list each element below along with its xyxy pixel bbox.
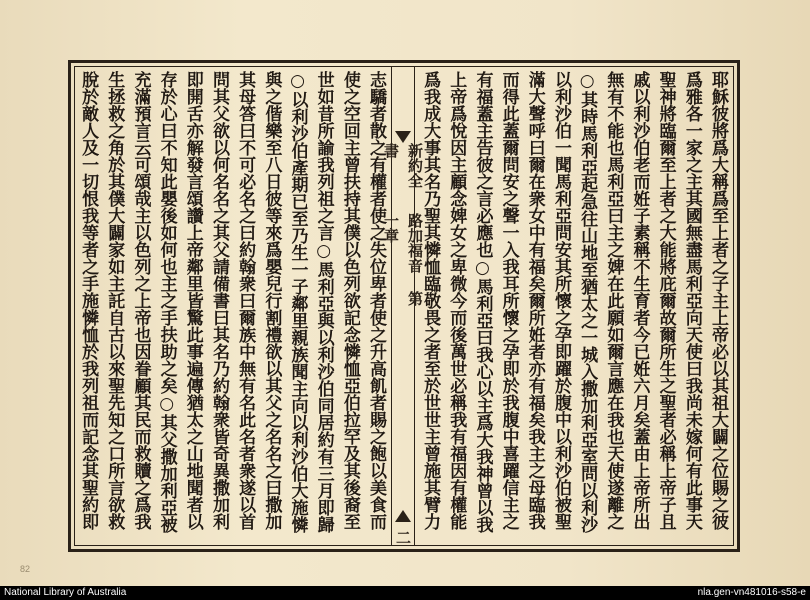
text-column: 其母答曰不可必名之曰約翰衆曰爾族中無有名此名者衆遂以首 — [235, 71, 256, 530]
text-column: 滿大聲呼曰爾在衆女中有福矣爾所姙者亦有福矣我主之母臨我 — [524, 71, 545, 530]
footer-identifier: nla.gen-vn481016-s58-e — [697, 587, 806, 598]
text-column: 以利沙伯一聞馬利亞問安其所懷之孕即躍於腹中以利沙伯被聖 — [550, 71, 571, 530]
text-column: ○其時馬利亞起急往山地至猶太之一城入撒加利亞室問以利沙 — [577, 71, 598, 533]
left-half-text — [73, 67, 391, 545]
text-column: 志驕者散之有權者使之失位卑者使之升高飢者賜之飽以美食而 — [366, 71, 386, 530]
text-column: 有福蓋主告彼之言必應也○馬利亞曰我心以主爲大我神曾以我 — [472, 71, 493, 533]
text-column: 爲雅各一家之主其國無盡馬利亞向天使曰我尚未嫁何有此事天 — [681, 71, 702, 530]
text-column: 無有不能也馬利亞曰主之婢在此願如爾言應在我也天使遂離之 — [603, 71, 624, 530]
text-column: 世如昔所諭我列祖之言○馬利亞與以利沙伯同居約有三月即歸 — [313, 71, 334, 533]
text-column: 上帝爲悅因主顧念婢女之卑微今而後萬世必稱我有福因有權能 — [446, 71, 467, 530]
text-column: 爲我成大事其名乃聖其憐恤臨敬畏之者至於世世主曾施其臂力 — [420, 71, 441, 530]
pencil-mark: 82 — [20, 564, 31, 574]
gutter-chapter: 路加福音 第一章 — [382, 213, 424, 307]
footer-source: National Library of Australia — [4, 587, 127, 598]
text-column: 而得此蓋爾問安之聲一入我耳所懷之孕即於我腹中喜躍信主之 — [498, 71, 519, 530]
text-column: 生拯救之角於其僕大闢家如主託自古以來聖先知之口所言欲救 — [104, 71, 125, 530]
text-column: 聖神將臨爾至上者之大能將庇爾故爾所生之聖者必稱上帝子且 — [655, 71, 676, 530]
text-column: 與之偕樂至八日彼等來爲嬰兒行割禮欲以其父之名名之曰撒加 — [261, 71, 282, 530]
text-column: 戚以利沙伯老而姙子素稱不生育者今已姙六月矣蓋由上帝所出 — [629, 71, 650, 530]
fishtail-mark-bottom — [395, 510, 411, 522]
gutter-page-number: 二 — [394, 530, 412, 545]
text-column: 使之空回主曾扶持其僕以色列欲記念憐恤亞伯拉罕及其後裔至 — [339, 71, 360, 530]
footer-bar — [0, 586, 810, 600]
right-half-text — [415, 67, 733, 545]
page-border-inner — [74, 66, 734, 546]
text-column: 耶穌彼將爲大稱爲至上者之子主上帝必以其祖大闢之位賜之彼 — [708, 71, 728, 530]
text-column: ○以利沙伯產期已至乃生一子鄰里親族聞主向以利沙伯大施憐 — [287, 71, 308, 533]
text-column: 問其父欲以何名名之其父請備書曰其名乃約翰衆皆奇異撒加利 — [208, 71, 229, 530]
text-column: 充滿預言云可頌哉主以色列之上帝也因眷顧其民而救贖之爲我 — [130, 71, 151, 530]
text-column: 即開舌亦解發言頌讚上帝鄰里皆驚此事遍傳猶太之山地聞者以 — [182, 71, 203, 530]
text-column: 脫於敵人及一切恨我等者之手施憐恤於我列祖而記念其聖約即 — [78, 71, 99, 530]
fishtail-mark-top — [395, 131, 411, 143]
center-gutter — [382, 67, 424, 545]
text-column: 存於心曰不知此嬰後如何也主之手扶助之矣○其父撒加利亞被 — [156, 71, 177, 533]
gutter-book-title: 新約全書 — [382, 143, 424, 188]
